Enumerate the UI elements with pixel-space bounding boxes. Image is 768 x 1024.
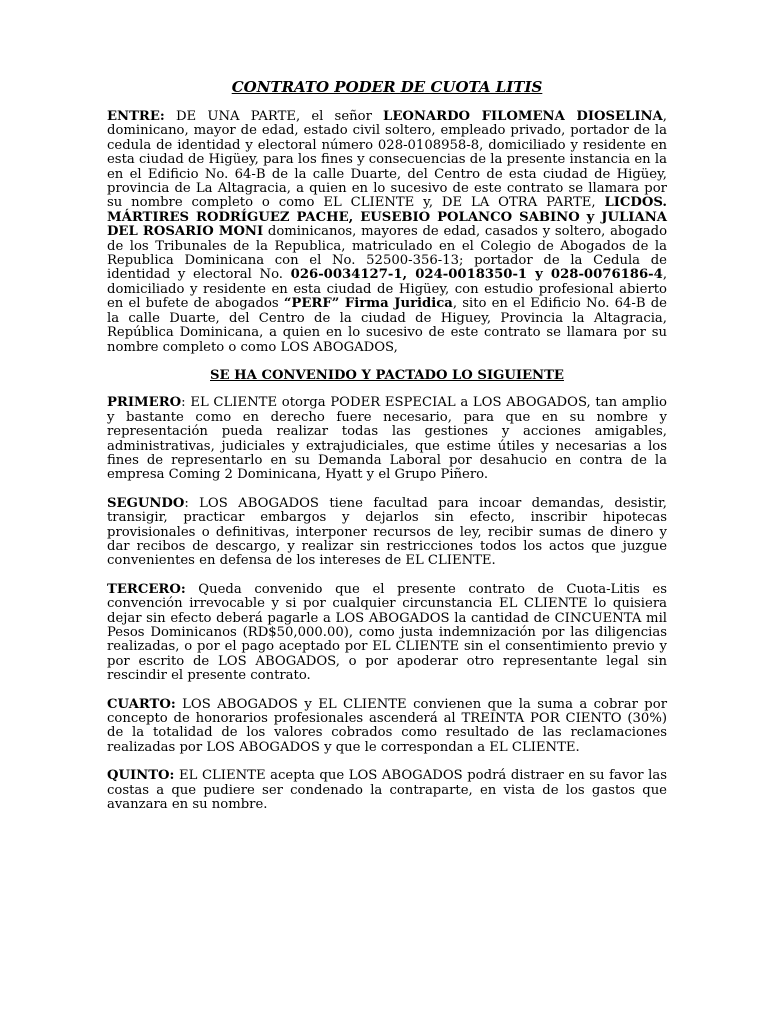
clause-label: CUARTO: <box>107 696 176 712</box>
clause-label: TERCERO: <box>107 581 186 597</box>
intro-text-2: , dominicano, mayor de edad, estado civil soltero, empleado privado, portador de la cedula de identidad y electoral número 028-0108958-8, domiciliado y residente en esta ciudad de Higüey, para los fines y consecuencias de la presente instancia en la en el Edificio No. 64-B de la calle Duarte, del Centro de esta ciudad de Higüey, provincia de La Altagracia, a quien en lo sucesivo de este contrato se llamara por su nombre completo o como EL CLIENTE y, DE LA OTRA PARTE, <box>107 109 667 211</box>
intro-text-4: , domiciliado y residente en esta ciudad de Higüey, con estudio profesional abierto en el bufete de abogados <box>107 267 668 312</box>
lawyers-names: LICDOS. MÁRTIRES RODRÍGUEZ PACHE, EUSEBIO POLANCO SABINO y JULIANA DEL ROSARIO MONI <box>107 195 667 240</box>
firm-name: “PERF” Firma Juridica <box>283 296 453 312</box>
clause-text: EL CLIENTE acepta que LOS ABOGADOS podrá distraer en su favor las costas a que pudiere ser condenado la contraparte, en vista de los gastos que avanzara en su nombre. <box>107 768 667 813</box>
section-subtitle: SE HA CONVENIDO Y PACTADO LO SIGUIENTE <box>210 367 564 383</box>
clause-cuarto <box>107 698 667 756</box>
clause-quinto <box>107 769 667 812</box>
intro-text-5: , sito en el Edificio No. 64-B de la calle Duarte, del Centro de la ciudad de Higuey, Provincia la Altagracia, República Dominicana, a quien en lo sucesivo de este contrato se llamara por su nombre completo o como LOS ABOGADOS, <box>107 296 667 355</box>
intro-paragraph <box>107 110 667 355</box>
clause-text: : EL CLIENTE otorga PODER ESPECIAL a LOS ABOGADOS, tan amplio y bastante como en derecho fuere necesario, para que en su nombre y representación pueda realizar todas las gestiones y acciones amigables, administrativas, judiciales y extrajudiciales, que estime útiles y necesarias a los fines de representarlo en su Demanda Laboral por desahucio en contra de la empresa Coming 2 Dominicana, Hyatt y el Grupo Piñero. <box>107 395 667 483</box>
clause-label: QUINTO: <box>107 768 175 784</box>
clause-text: : LOS ABOGADOS tiene facultad para incoar demandas, desistir, transigir, practicar embargos y dejarlos sin efecto, inscribir hipotecas provisionales o definitivas, interponer recursos de ley, recibir sumas de dinero y dar recibos de descargo, y realizar sin restricciones todos los actos que juzgue convenientes en defensa de los intereses de EL CLIENTE. <box>107 495 667 569</box>
document-title: CONTRATO PODER DE CUOTA LITIS <box>231 78 543 96</box>
clause-segundo <box>107 497 667 569</box>
lawyer-ids: 026-0034127-1, 024-0018350-1 y 028-0076186-4 <box>290 267 663 283</box>
client-name: LEONARDO FILOMENA DIOSELINA <box>383 109 663 124</box>
intro-text-3: dominicanos, mayores de edad, casados y soltero, abogado de los Tribunales de la Republica, matriculado en el Colegio de Abogados de la Republica Dominicana con el No. 52500-356-13; portador de la Cedula de identidad y electoral No. <box>107 224 668 283</box>
clause-label: SEGUNDO <box>107 495 185 511</box>
intro-label: ENTRE: <box>107 109 165 124</box>
clause-label: PRIMERO <box>107 395 182 411</box>
intro-text-1: DE UNA PARTE, el señor <box>164 109 384 124</box>
clause-text: Queda convenido que el presente contrato de Cuota-Litis es convención irrevocable y si por cualquier circunstancia EL CLIENTE lo quisiera dejar sin efecto deberá pagarle a LOS ABOGADOS la cantidad de CINCUENTA mil Pesos Dominicanos (RD$50,000.00), como justa indemnización por las diligencias realizadas, o por el pago aceptado por EL CLIENTE sin el consentimiento previo y por escrito de LOS ABOGADOS, o por apoderar otro representante legal sin rescindir el presente contrato. <box>107 581 667 684</box>
clause-text: LOS ABOGADOS y EL CLIENTE convienen que la suma a cobrar por concepto de honorarios profesionales ascenderá al TREINTA POR CIENTO (30%) de la totalidad de los valores cobrados como resultado de las reclamaciones realizadas por LOS ABOGADOS y que le correspondan a EL CLIENTE. <box>107 696 667 755</box>
clause-primero <box>107 396 667 482</box>
document-page <box>107 78 667 826</box>
clause-tercero <box>107 583 667 684</box>
